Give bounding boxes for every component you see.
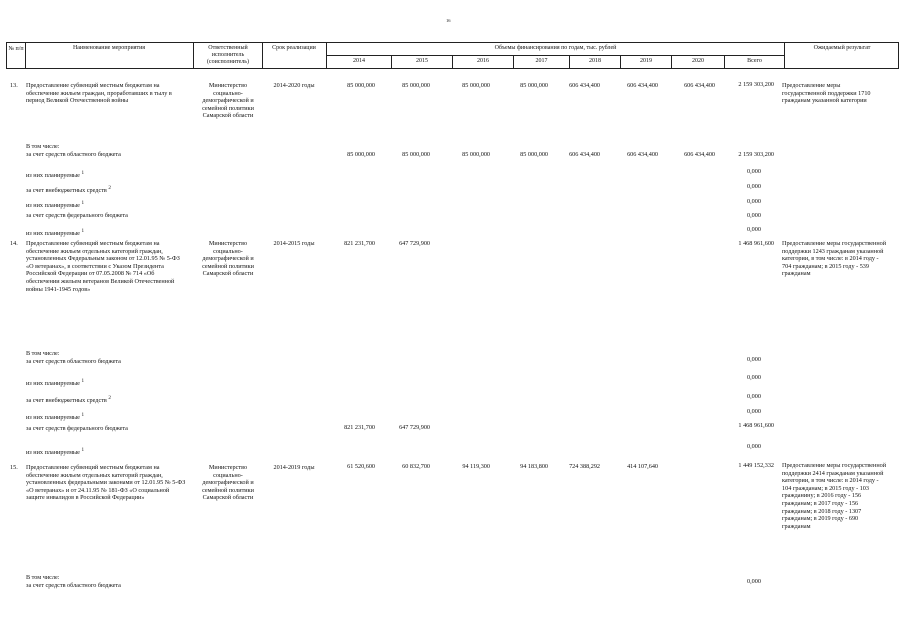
value-2019: 414 107,640 — [627, 463, 658, 470]
source-offbudget: за счет внебюджетных средств $^2$ — [26, 185, 111, 195]
including-label: В том числе: — [26, 574, 60, 581]
source-federal: за счет средств федерального бюджета — [26, 425, 128, 432]
planned-total: 0,000 — [747, 168, 761, 175]
measure-name: Предоставление субвенций местным бюджетам на обеспечение жильем отдельных категорий граждан, установленных федеральными законами от 12.01.95 № 5-ФЗ «О ветеранах» и от 24.11.95 № 181-ФЗ «О социальной защите инвалидов в Российской Федерации» — [26, 464, 186, 502]
executor: Министерство социально-демографической и семейной политики Самарской области — [202, 82, 254, 120]
header-executor: Ответственный исполнитель (соисполнитель) — [206, 45, 250, 65]
header-period: Срок реализации — [272, 45, 316, 51]
planned-total: 0,000 — [747, 374, 761, 381]
header-num: № п/п — [8, 46, 24, 52]
source-planned: из них планируемые $^1$ — [26, 447, 85, 457]
value-2014: 85 000,000 — [347, 82, 375, 89]
row-number: 13. — [10, 82, 18, 89]
row-number: 14. — [10, 240, 18, 247]
regional-2017: 85 000,000 — [520, 151, 548, 158]
planned-total: 0,000 — [747, 443, 761, 450]
col-divider — [25, 43, 26, 68]
offbudget-total: 0,000 — [747, 393, 761, 400]
measure-name: Предоставление субвенций местным бюджетам на обеспечение жильем отдельных категорий граждан, установленных Федеральным законом от 12.01.95 № 5-ФЗ «О ветеранах», в соответствии с Указом Президента Российской Федерации от 07.05.2008 № 714 «Об обеспечении жильем ветеранов Великой Отечественной войны 1941-1945 годов» — [26, 240, 180, 293]
planned-total: 0,000 — [747, 226, 761, 233]
planned-total: 0,000 — [747, 198, 761, 205]
value-2017: 85 000,000 — [520, 82, 548, 89]
regional-total: 0,000 — [747, 578, 761, 585]
value-2014: 61 520,600 — [347, 463, 375, 470]
regional-2018: 606 434,400 — [569, 151, 600, 158]
source-planned: из них планируемые $^1$ — [26, 228, 85, 238]
page-number: 16 — [446, 18, 451, 23]
period: 2014-2019 годы — [273, 464, 315, 471]
source-regional: за счет средств областного бюджета — [26, 151, 121, 158]
regional-2014: 85 000,000 — [347, 151, 375, 158]
header-year-2019: 2019 — [640, 58, 652, 64]
header-funding: Объемы финансирования по годам, тыс. рублей — [494, 45, 617, 51]
table-header — [6, 42, 899, 69]
source-offbudget: за счет внебюджетных средств $^2$ — [26, 395, 111, 405]
executor: Министерство социально-демографической и семейной политики Самарской области — [202, 464, 254, 502]
federal-total: 1 468 961,600 — [738, 422, 774, 429]
value-2018: 724 388,292 — [569, 463, 600, 470]
including-label: В том числе: — [26, 143, 60, 150]
header-year-2014: 2014 — [353, 58, 365, 64]
source-regional: за счет средств областного бюджета — [26, 582, 121, 589]
federal-total: 0,000 — [747, 212, 761, 219]
source-regional: за счет средств областного бюджета — [26, 358, 121, 365]
value-2015: 647 729,900 — [399, 240, 430, 247]
value-2020: 606 434,400 — [684, 82, 715, 89]
value-2014: 821 231,700 — [344, 240, 375, 247]
value-total: 1 449 152,332 — [738, 462, 774, 469]
value-2016: 85 000,000 — [462, 82, 490, 89]
header-year-2016: 2016 — [477, 58, 489, 64]
regional-total: 0,000 — [747, 356, 761, 363]
source-planned: из них планируемые $^1$ — [26, 412, 85, 422]
header-result: Ожидаемый результат — [813, 45, 871, 51]
federal-2014: 821 231,700 — [344, 424, 375, 431]
period: 2014-2020 годы — [273, 82, 315, 89]
regional-2019: 606 434,400 — [627, 151, 658, 158]
regional-total: 2 159 303,200 — [738, 151, 774, 158]
source-federal: за счет средств федерального бюджета — [26, 212, 128, 219]
source-planned: из них планируемые $^1$ — [26, 378, 85, 388]
value-2015: 60 832,700 — [402, 463, 430, 470]
period: 2014-2015 годы — [273, 240, 315, 247]
row-divider — [326, 55, 784, 56]
expected-result: Предоставление меры государственной поддержки 1243 гражданам указанной категории, в том числе: в 2014 году - 704 гражданам; в 2015 году - 539 гражданам — [782, 240, 887, 278]
value-2019: 606 434,400 — [627, 82, 658, 89]
header-name: Наименование мероприятия — [72, 45, 146, 51]
planned-total: 0,000 — [747, 408, 761, 415]
header-year-2015: 2015 — [416, 58, 428, 64]
regional-2020: 606 434,400 — [684, 151, 715, 158]
header-year-2018: 2018 — [589, 58, 601, 64]
value-2015: 85 000,000 — [402, 82, 430, 89]
row-number: 15. — [10, 464, 18, 471]
measure-name: Предоставление субвенций местным бюджетам на обеспечение жильем граждан, проработавших в тылу в период Великой Отечественной войны — [26, 82, 172, 105]
value-2016: 94 119,300 — [462, 463, 490, 470]
regional-2015: 85 000,000 — [402, 151, 430, 158]
value-2017: 94 183,800 — [520, 463, 548, 470]
expected-result: Предоставление меры государственной поддержки 1710 гражданам указанной категории — [782, 82, 871, 105]
header-year-2017: 2017 — [535, 58, 548, 64]
header-total: Всего — [747, 58, 762, 64]
source-planned: из них планируемые $^1$ — [26, 170, 85, 180]
offbudget-total: 0,000 — [747, 183, 761, 190]
expected-result: Предоставление меры государственной поддержки 2414 гражданам указанной категории, в том числе: в 2014 году - 104 гражданам; в 2015 году - 103 гражданину; в 2016 году - 156 гражданам; в 2017 году - 156 гражданам; в 2018 году - 1307 гражданам; в 2019 году - 690 гражданам — [782, 462, 887, 530]
source-planned: из них планируемые $^1$ — [26, 200, 85, 210]
value-total: 1 468 961,600 — [738, 240, 774, 247]
value-2018: 606 434,400 — [569, 82, 600, 89]
value-total: 2 159 303,200 — [738, 81, 774, 88]
executor: Министерство социально-демографической и семейной политики Самарской области — [202, 240, 254, 278]
regional-2016: 85 000,000 — [462, 151, 490, 158]
header-year-2020: 2020 — [692, 58, 704, 64]
col-divider — [193, 43, 194, 68]
including-label: В том числе: — [26, 350, 60, 357]
federal-2015: 647 729,900 — [399, 424, 430, 431]
